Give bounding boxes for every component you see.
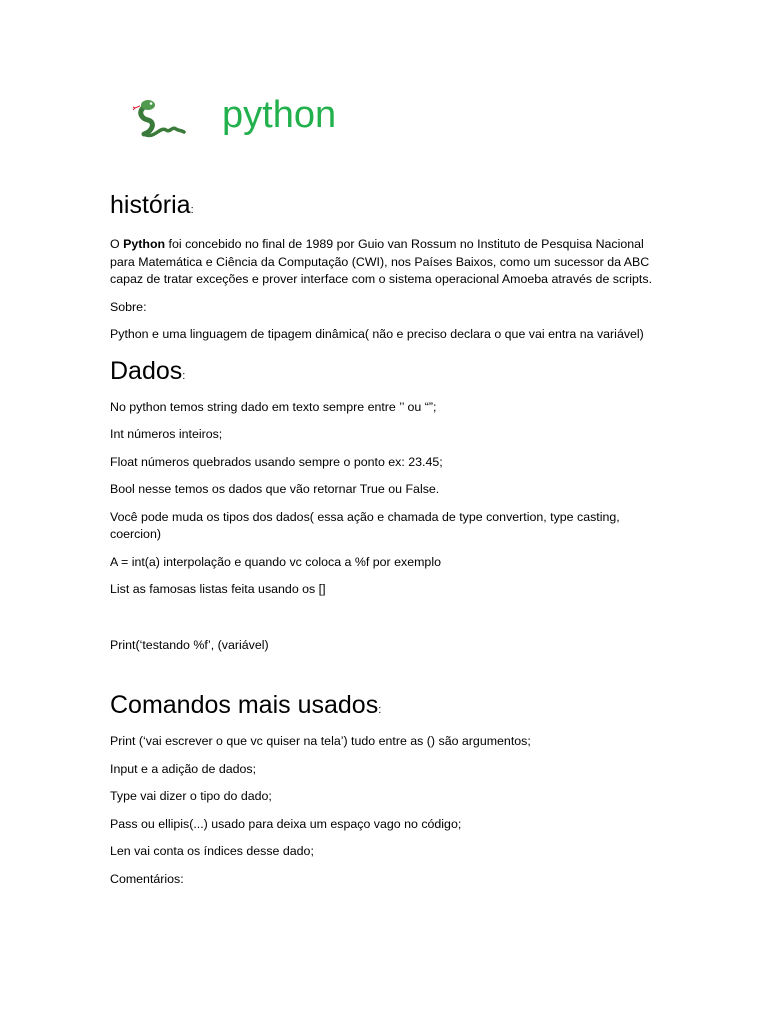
print-line: Print(‘testando %f’, (variável) [110,637,269,652]
brand-title: python [222,94,337,136]
list-item: Pass ou ellipis(...) usado para deixa um espaço vago no código; [110,816,462,831]
heading-colon: : [190,204,194,216]
heading-comandos [110,688,670,727]
heading-historia [110,188,670,227]
list-item: Você pode muda os tipos dos dados( essa ação e chamada de type convertion, type casting, coercion) [110,509,620,541]
list-item: Print (‘vai escrever o que vc quiser na tela’) tudo entre as () são argumentos; [110,734,531,748]
list-item: Int números inteiros; [110,427,223,441]
list-item: No python temos string dado em texto sempre entre ’’ ou “”; [110,399,437,414]
list-item: Comentários: [110,871,184,886]
list-item: Bool nesse temos os dados que vão retornar True ou False. [110,482,440,496]
list-item: List as famosas listas feita usando os [] [110,582,326,596]
intro-post: foi concebido no final de 1989 por Guio van Rossum no Instituto de Pesquisa Nacional para Matemática e Ciência da Computação (CWI), nos Países Baixos, como um sucessor da ABC capaz de tratar exceções e prover interface com o sistema operacional Amoeba através de scripts. [110,237,653,286]
list-item: Float números quebrados usando sempre o ponto ex: 23.45; [110,454,443,469]
intro-bold: Python [123,237,166,251]
list-item: Input e a adição de dados; [110,761,257,776]
document-content [110,188,670,898]
sobre-label: Sobre: [110,299,147,314]
heading-colon: : [378,704,382,716]
heading-comandos-text: Comandos mais usados [110,691,379,719]
spacer [110,609,670,637]
heading-dados-text: Dados [110,356,183,385]
heading-colon: : [182,369,186,382]
intro-pre: O [110,237,124,251]
heading-historia-text: história [110,191,191,219]
list-item: Type vai dizer o tipo do dado; [110,789,272,803]
sobre-text: Python e uma linguagem de tipagem dinâmica( não e preciso declara o que vai entra na variável) [110,327,644,341]
list-item: A = int(a) interpolação e quando vc coloca a %f por exemplo [110,554,441,569]
historia-intro [110,236,670,289]
heading-dados [110,354,670,393]
snake-icon [130,96,186,140]
list-item: Len vai conta os índices desse dado; [110,844,314,858]
logo-row [130,92,530,142]
